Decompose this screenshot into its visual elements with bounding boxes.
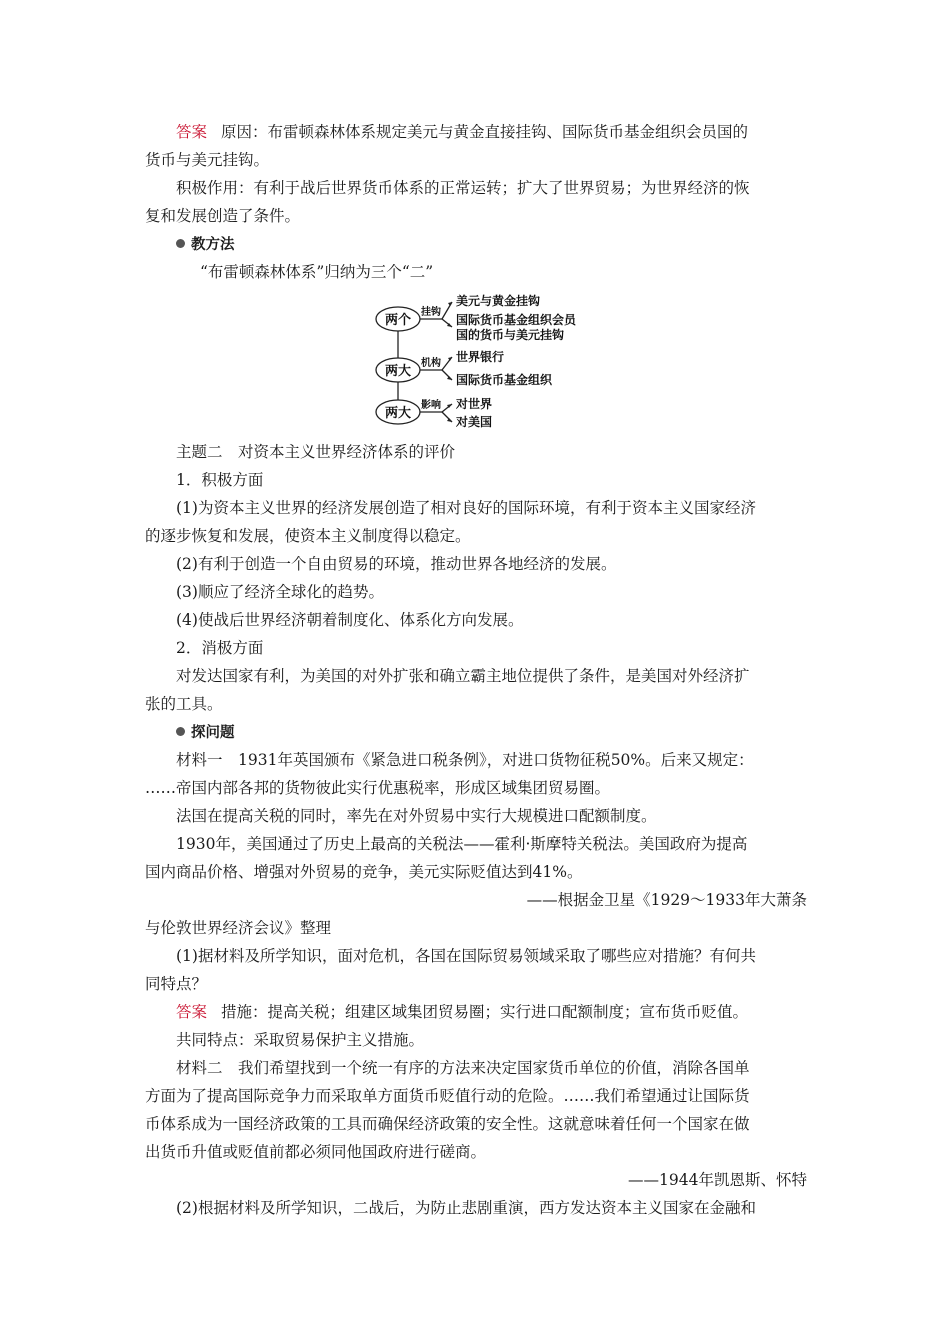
question2-line1: (2)根据材料及所学知识，二战后，为防止悲剧重演，西方发达资本主义国家在金融和 <box>176 1199 756 1217</box>
diagram-node-1-label: 两个 <box>384 313 412 328</box>
material2-line4: 出货币升值或贬值前都必须同他国政府进行磋商。 <box>145 1143 487 1161</box>
material1-source-line1: ——根据金卫星《1929～1933年大萧条 <box>526 891 807 909</box>
inquiry-heading: 探问题 <box>0 722 950 743</box>
material1-line1: 材料一 1931年英国颁布《紧急进口税条例》，对进口货物征税50%。后来又规定： <box>176 751 754 769</box>
diagram-edge-2-label: 机构 <box>421 358 441 369</box>
topic2-neg-line1: 对发达国家有利，为美国的对外扩张和确立霸主地位提供了条件，是美国对外经济扩 <box>176 667 750 685</box>
topic2-p2: (2)有利于创造一个自由贸易的环境，推动世界各地经济的发展。 <box>176 555 617 573</box>
question1-line2: 同特点？ <box>145 975 208 993</box>
material1-line3: 法国在提高关税的同时，率先在对外贸易中实行大规模进口配额制度。 <box>176 807 657 825</box>
material1-line4: 1930年，美国通过了历史上最高的关税法——霍利·斯摩特关税法。美国政府为提高 <box>176 835 748 853</box>
method-intro: “布雷顿森林体系”归纳为三个“二” <box>200 263 434 281</box>
diagram-leaf-2b: 国际货币基金组织 <box>456 373 553 387</box>
topic2-p3: (3)顺应了经济全球化的趋势。 <box>176 583 384 601</box>
material2-line3: 币体系成为一国经济政策的工具而确保经济政策的安全性。这就意味着任何一个国家在做 <box>145 1115 750 1133</box>
answer-line-4: 复和发展创造了条件。 <box>145 207 301 225</box>
diagram-edge-1-label: 挂钩 <box>421 307 441 318</box>
material2-line1: 材料二 我们希望找到一个统一有序的方法来决定国家货币单位的价值，消除各国单 <box>176 1059 750 1077</box>
topic2-neg-line2: 张的工具。 <box>145 695 223 713</box>
bullet-icon <box>176 727 185 736</box>
answer-label: 答案 <box>176 1003 208 1021</box>
topic2-p1-line1: (1)为资本主义世界的经济发展创造了相对良好的国际环境，有利于资本主义国家经济 <box>176 499 756 517</box>
topic2-p1-line2: 的逐步恢复和发展，使资本主义制度得以稳定。 <box>145 527 471 545</box>
diagram-leaf-3a: 对世界 <box>456 397 493 411</box>
diagram-leaf-1b-line1: 国际货币基金组织会员 <box>456 313 577 327</box>
diagram-leaf-3b: 对美国 <box>456 415 493 429</box>
material1-source-line2: 与伦敦世界经济会议》整理 <box>145 919 332 937</box>
diagram-node-3-label: 两大 <box>384 406 412 421</box>
diagram-leaf-1a: 美元与黄金挂钩 <box>456 294 541 308</box>
answer-line-2: 货币与美元挂钩。 <box>145 151 270 169</box>
topic2-section-positive: 1．积极方面 <box>176 471 264 489</box>
diagram-node-2-label: 两大 <box>384 364 412 379</box>
material2-source: ——1944年凯恩斯、怀特 <box>628 1171 807 1189</box>
question1-line1: (1)据材料及所学知识，面对危机，各国在国际贸易领域采取了哪些应对措施？有何共 <box>176 947 756 965</box>
bretton-woods-diagram <box>370 291 630 431</box>
material1-line5: 国内商品价格、增强对外贸易的竞争，美元实际贬值达到41%。 <box>145 863 583 881</box>
bullet-icon <box>176 239 185 248</box>
answer2-line2: 共同特点：采取贸易保护主义措施。 <box>176 1031 425 1049</box>
diagram-leaf-2a: 世界银行 <box>456 350 505 364</box>
material1-line2: ……帝国内部各邦的货物彼此实行优惠税率，形成区域集团贸易圈。 <box>145 779 611 797</box>
topic2-section-negative: 2．消极方面 <box>176 639 264 657</box>
topic2-title: 主题二 对资本主义世界经济体系的评价 <box>176 443 456 461</box>
answer-line-1: 答案 原因：布雷顿森林体系规定美元与黄金直接挂钩、国际货币基金组织会员国的 <box>176 123 749 141</box>
answer-label: 答案 <box>176 123 208 141</box>
material2-line2: 方面为了提高国际竞争力而采取单方面货币贬值行动的危险。……我们希望通过让国际货 <box>145 1087 750 1105</box>
topic2-p4: (4)使战后世界经济朝着制度化、体系化方向发展。 <box>176 611 524 629</box>
method-heading: 教方法 <box>0 234 950 255</box>
diagram-leaf-1b-line2: 国的货币与美元挂钩 <box>456 328 565 342</box>
diagram-edge-3-label: 影响 <box>421 400 441 411</box>
answer-line-3: 积极作用：有利于战后世界货币体系的正常运转；扩大了世界贸易；为世界经济的恢 <box>176 179 750 197</box>
answer2-line1: 答案 措施：提高关税；组建区域集团贸易圈；实行进口配额制度；宣布货币贬值。 <box>176 1003 749 1021</box>
